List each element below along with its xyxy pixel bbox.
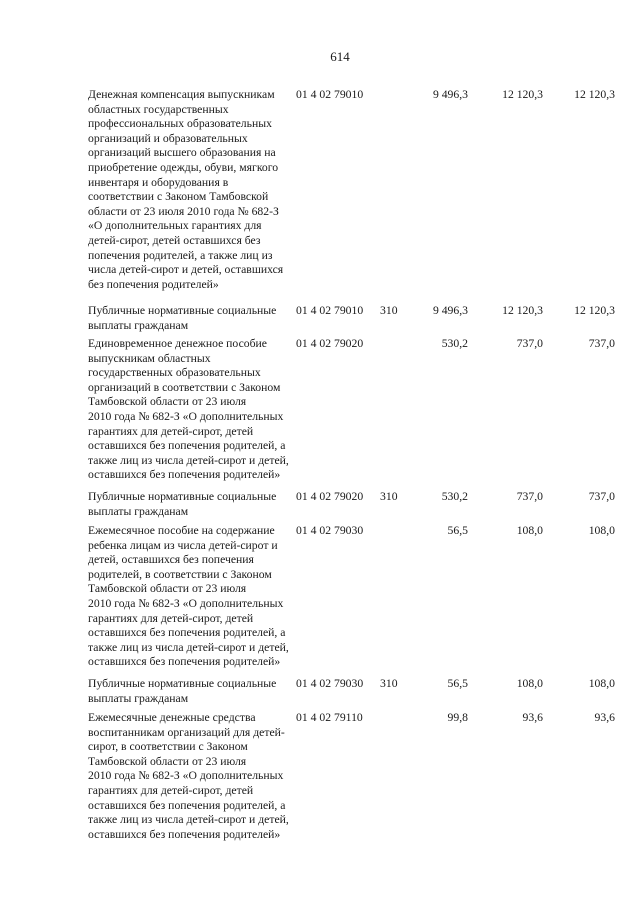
amount-year-1: 530,2 [441, 490, 468, 503]
amount-year-1: 9 496,3 [432, 88, 468, 101]
amount-year-3: 737,0 [588, 490, 615, 503]
target-article-code: 01 4 02 79110 [296, 711, 363, 724]
target-article-code: 01 4 02 79030 [296, 524, 364, 537]
amount-year-1: 530,2 [441, 337, 468, 350]
target-article-code: 01 4 02 79010 [296, 304, 364, 317]
amount-year-2: 93,6 [522, 711, 543, 724]
row-description: Публичные нормативные социальные выплаты гражданам [88, 677, 277, 705]
amount-year-3: 93,6 [594, 711, 615, 724]
amount-year-2: 737,0 [516, 490, 543, 503]
amount-year-3: 108,0 [588, 677, 615, 690]
amount-year-2: 108,0 [516, 524, 543, 537]
expense-type-code: 310 [380, 304, 398, 317]
row-description: Ежемесячные денежные средства воспитанникам организаций для детей- сирот, в соответствии с Законом Тамбовской области от 23 июля 2010 года № 682-З «О дополнительных гарантиях для детей-сирот, детей оставшихся без попечения родителей, а также лиц из числа детей-сирот и детей, оставшихся без попечения родителей» [88, 711, 289, 841]
target-article-code: 01 4 02 79010 [296, 88, 364, 101]
amount-year-3: 12 120,3 [574, 304, 615, 317]
target-article-code: 01 4 02 79030 [296, 677, 364, 690]
row-description: Публичные нормативные социальные выплаты гражданам [88, 490, 277, 518]
amount-year-1: 99,8 [447, 711, 468, 724]
amount-year-2: 12 120,3 [502, 304, 543, 317]
row-description: Единовременное денежное пособие выпускникам областных государственных образовательных организаций в соответствии с Законом Тамбовской области от 23 июля 2010 года № 682-З «О дополнительных гарантиях для детей-сирот, детей оставшихся без попечения родителей, а также лиц из числа детей-сирот и детей, оставшихся без попечения родителей» [88, 337, 289, 482]
expense-type-code: 310 [380, 490, 398, 503]
amount-year-1: 56,5 [447, 524, 468, 537]
page-number: 614 [330, 49, 350, 64]
amount-year-2: 108,0 [516, 677, 543, 690]
row-description: Публичные нормативные социальные выплаты гражданам [88, 304, 277, 332]
row-description: Денежная компенсация выпускникам областных государственных профессиональных образовательных организаций и образовательных организаций высшего образования на приобретение одежды, обуви, мягкого инвентаря и оборудования в соответствии с Законом Тамбовской области от 23 июля 2010 года № 682-З «О дополнительных гарантиях для детей-сирот, детей оставшихся без попечения родителей, а также лиц из числа детей-сирот и детей, оставшихся без попечения родителей» [88, 88, 284, 291]
expense-type-code: 310 [380, 677, 398, 690]
amount-year-3: 108,0 [588, 524, 615, 537]
target-article-code: 01 4 02 79020 [296, 337, 364, 350]
target-article-code: 01 4 02 79020 [296, 490, 364, 503]
amount-year-3: 737,0 [588, 337, 615, 350]
row-description: Ежемесячное пособие на содержание ребенка лицам из числа детей-сирот и детей, оставшихся без попечения родителей, в соответствии с Законом Тамбовской области от 23 июля 2010 года № 682-З «О дополнительных гарантиях для детей-сирот, детей оставшихся без попечения родителей, а также лиц из числа детей-сирот и детей, оставшихся без попечения родителей» [88, 524, 289, 669]
amount-year-3: 12 120,3 [574, 88, 615, 101]
amount-year-2: 12 120,3 [502, 88, 543, 101]
amount-year-2: 737,0 [516, 337, 543, 350]
amount-year-1: 9 496,3 [432, 304, 468, 317]
amount-year-1: 56,5 [447, 677, 468, 690]
